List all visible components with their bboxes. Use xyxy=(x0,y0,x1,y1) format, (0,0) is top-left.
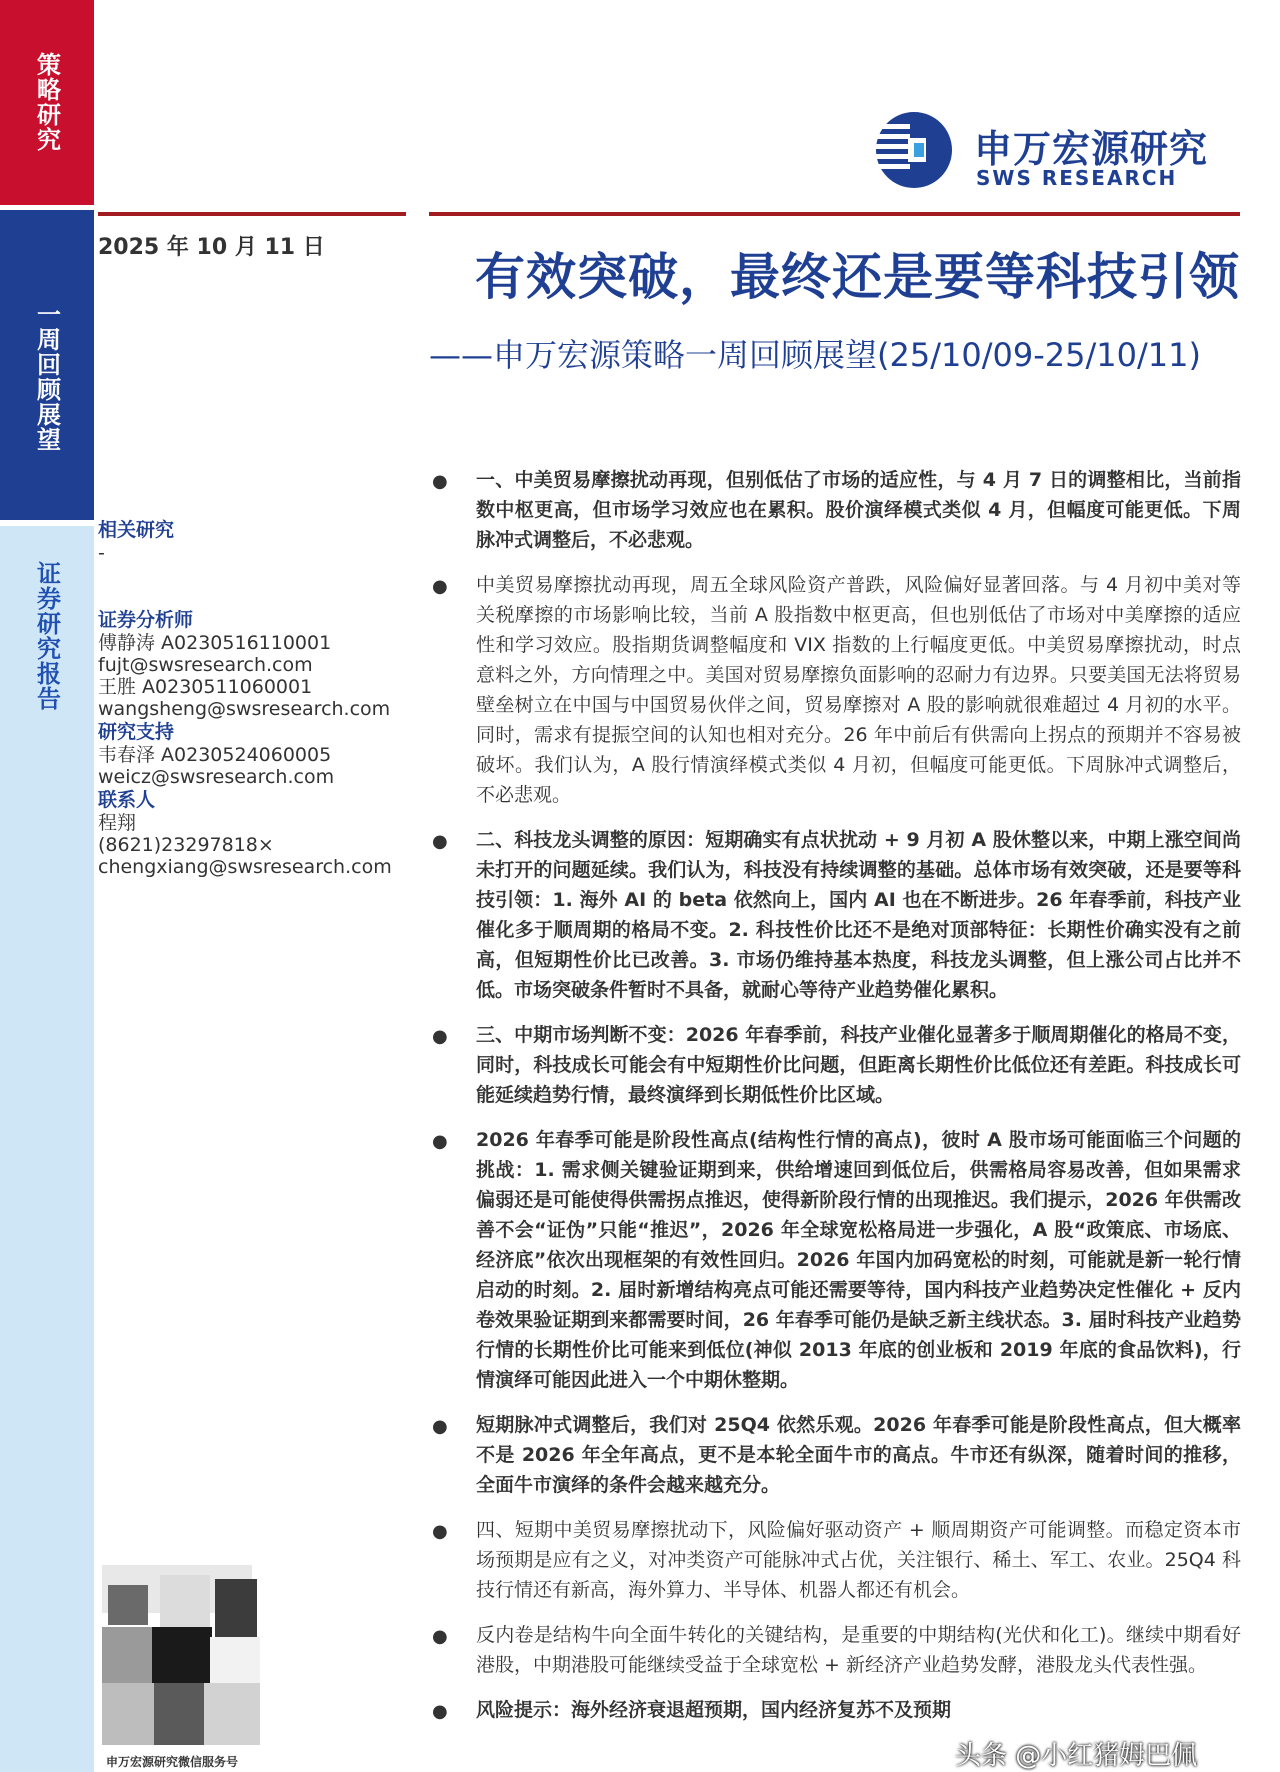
summary-point-text: 三、中期市场判断不变：2026 年春季前，科技产业催化显著多于顺周期催化的格局不变，同时，科技成长可能会有中短期性价比问题，但距离长期性价比低位还有差距。科技成长可能延续趋势行情，最终演绎到长期低性价比区域。 xyxy=(476,1024,1241,1106)
left-header-rule xyxy=(98,212,406,216)
summary-point-text: 四、短期中美贸易摩擦扰动下，风险偏好驱动资产 + 顺周期资产可能调整。而稳定资本市场预期是应有之义，对冲类资产可能脉冲式占优，关注银行、稀土、军工、农业。25Q4 科技行情还有新高，海外算力、半导体、机器人都还有机会。 xyxy=(476,1519,1241,1601)
support-name: 韦春泽 A0230524060005 xyxy=(98,744,332,766)
summary-point-text: 2026 年春季可能是阶段性高点(结构性行情的高点)，彼时 A 股市场可能面临三个问题的挑战：1. 需求侧关键验证期到来，供给增速回到低位后，供需格局容易改善，但如果需求偏弱还是可能使得供需拐点推迟，使得新阶段行情的出现推迟。我们提示，2026 年供需改善不会“证伪”只能“推迟”，2026 年全球宽松格局进一步强化，A 股“政策底、市场底、经济底”依次出现框架的有效性回归。2026 年国内加码宽松的时刻，可能就是新一轮行情启动的时刻。2. 届时新增结构亮点可能还需要等待，国内科技产业趋势决定性催化 + 反内卷效果验证期到来都需要时间，26 年春季可能仍是缺乏新主线状态。3. 届时科技产业趋势行情的长期性价比可能来到低位(神似 2013 年底的创业板和 2019 年底的食品饮料)，行情演绎可能因此进入一个中期休整期。 xyxy=(476,1129,1241,1391)
summary-point-text: 风险提示：海外经济衰退超预期，国内经济复苏不及预期 xyxy=(476,1699,952,1721)
summary-point xyxy=(429,465,1241,555)
sidebar-report-type-tag xyxy=(0,526,94,1772)
summary-point xyxy=(429,1125,1241,1395)
bullet-icon: ● xyxy=(432,1026,448,1047)
related-research-heading: 相关研究 xyxy=(98,519,175,541)
summary-point xyxy=(429,825,1241,1005)
report-date: 2025 年 10 月 11 日 xyxy=(98,235,325,260)
sidebar-category-tag xyxy=(0,0,94,205)
contact-heading: 联系人 xyxy=(98,789,156,811)
summary-point xyxy=(429,1515,1241,1605)
sidebar-series-tag xyxy=(0,210,94,520)
right-header-rule xyxy=(429,212,1240,216)
support-email[interactable]: weicz@swsresearch.com xyxy=(98,766,335,788)
summary-point-text: 短期脉冲式调整后，我们对 25Q4 依然乐观。2026 年春季可能是阶段性高点，但大概率不是 2026 年全年高点，更不是本轮全面牛市的高点。牛市还有纵深，随着时间的推移，全面牛市演绎的条件会越来越充分。 xyxy=(476,1414,1241,1496)
report-subtitle: ——申万宏源策略一周回顾展望(25/10/09-25/10/11) xyxy=(429,336,1201,374)
sws-logo xyxy=(874,108,1234,196)
bullet-icon: ● xyxy=(432,471,448,492)
bullet-icon: ● xyxy=(432,831,448,852)
analyst-heading: 证券分析师 xyxy=(98,609,194,631)
wechat-qr-code xyxy=(100,1565,270,1769)
contact-email[interactable]: chengxiang@swsresearch.com xyxy=(98,856,392,878)
analyst-2-email[interactable]: wangsheng@swsresearch.com xyxy=(98,698,391,720)
logo-chinese-text: 申万宏源研究 xyxy=(974,127,1209,171)
bullet-icon: ● xyxy=(432,1131,448,1152)
qr-caption: 申万宏源研究微信服务号 xyxy=(106,1755,239,1769)
analyst-1-email[interactable]: fujt@swsresearch.com xyxy=(98,654,313,676)
summary-point xyxy=(429,1620,1241,1680)
bullet-icon: ● xyxy=(432,576,448,597)
summary-point xyxy=(429,1695,1241,1725)
bullet-icon: ● xyxy=(432,1521,448,1542)
sidebar-category-label: 策略研究 xyxy=(32,52,61,152)
analyst-1-name: 傅静涛 A0230516110001 xyxy=(98,632,332,654)
report-summary xyxy=(429,465,1241,1740)
author-info-column xyxy=(98,518,418,878)
sidebar-series-label: 一周回顾展望 xyxy=(32,302,61,452)
logo-english-text: SWS RESEARCH xyxy=(976,166,1178,190)
sidebar xyxy=(0,0,94,1772)
summary-point-text: 一、中美贸易摩擦扰动再现，但别低估了市场的适应性，与 4 月 7 日的调整相比，当前指数中枢更高，但市场学习效应也在累积。股价演绎模式类似 4 月，但幅度可能更低。下周脉冲式调整后，不必悲观。 xyxy=(476,469,1241,551)
summary-point-text: 反内卷是结构牛向全面牛转化的关键结构，是重要的中期结构(光伏和化工)。继续中期看好港股，中期港股可能继续受益于全球宽松 + 新经济产业趋势发酵，港股龙头代表性强。 xyxy=(476,1624,1241,1676)
bullet-icon: ● xyxy=(432,1626,448,1647)
summary-point-text: 二、科技龙头调整的原因：短期确实有点状扰动 + 9 月初 A 股休整以来，中期上涨空间尚未打开的问题延续。我们认为，科技没有持续调整的基础。总体市场有效突破，还是要等科技引领：1. 海外 AI 的 beta 依然向上，国内 AI 也在不断进步。26 年春季前，科技产业催化多于顺周期的格局不变。2. 科技性价比还不是绝对顶部特征：长期性价确实没有之前高，但短期性价比已改善。3. 市场仍维持基本热度，科技龙头调整，但上涨公司占比并不低。市场突破条件暂时不具备，就耐心等待产业趋势催化累积。 xyxy=(476,829,1241,1001)
bullet-icon: ● xyxy=(432,1416,448,1437)
research-support-heading: 研究支持 xyxy=(98,721,175,743)
contact-phone: (8621)23297818× xyxy=(98,834,274,856)
report-title: 有效突破，最终还是要等科技引领 xyxy=(475,248,1240,306)
summary-point xyxy=(429,570,1241,810)
toutiao-watermark: 头条 @小红猪姆巴佩 xyxy=(955,1741,1198,1771)
contact-name: 程翔 xyxy=(98,812,137,834)
sidebar-report-type-label: 证券研究报告 xyxy=(32,561,61,711)
bullet-icon: ● xyxy=(432,1701,448,1722)
summary-point xyxy=(429,1410,1241,1500)
summary-point-text: 中美贸易摩擦扰动再现，周五全球风险资产普跌，风险偏好显著回落。与 4 月初中美对等关税摩擦的市场影响比较，当前 A 股指数中枢更高，但也别低估了市场对中美摩擦的适应性和学习效应。股指期货调整幅度和 VIX 指数的上行幅度更低。中美贸易摩擦扰动，时点意料之外，方向情理之中。美国对贸易摩擦负面影响的忍耐力有边界。只要美国无法将贸易壁垒树立在中国与中国贸易伙伴之间，贸易摩擦对 A 股的影响就很难超过 4 月初的水平。同时，需求有提振空间的认知也相对充分。26 年中前后有供需向上拐点的预期并不容易被破坏。我们认为，A 股行情演绎模式类似 4 月初，但幅度可能更低。下周脉冲式调整后，不必悲观。 xyxy=(476,574,1241,806)
summary-point xyxy=(429,1020,1241,1110)
related-research-value: - xyxy=(98,542,105,564)
analyst-2-name: 王胜 A0230511060001 xyxy=(98,676,313,698)
sws-logo-icon xyxy=(874,110,954,190)
